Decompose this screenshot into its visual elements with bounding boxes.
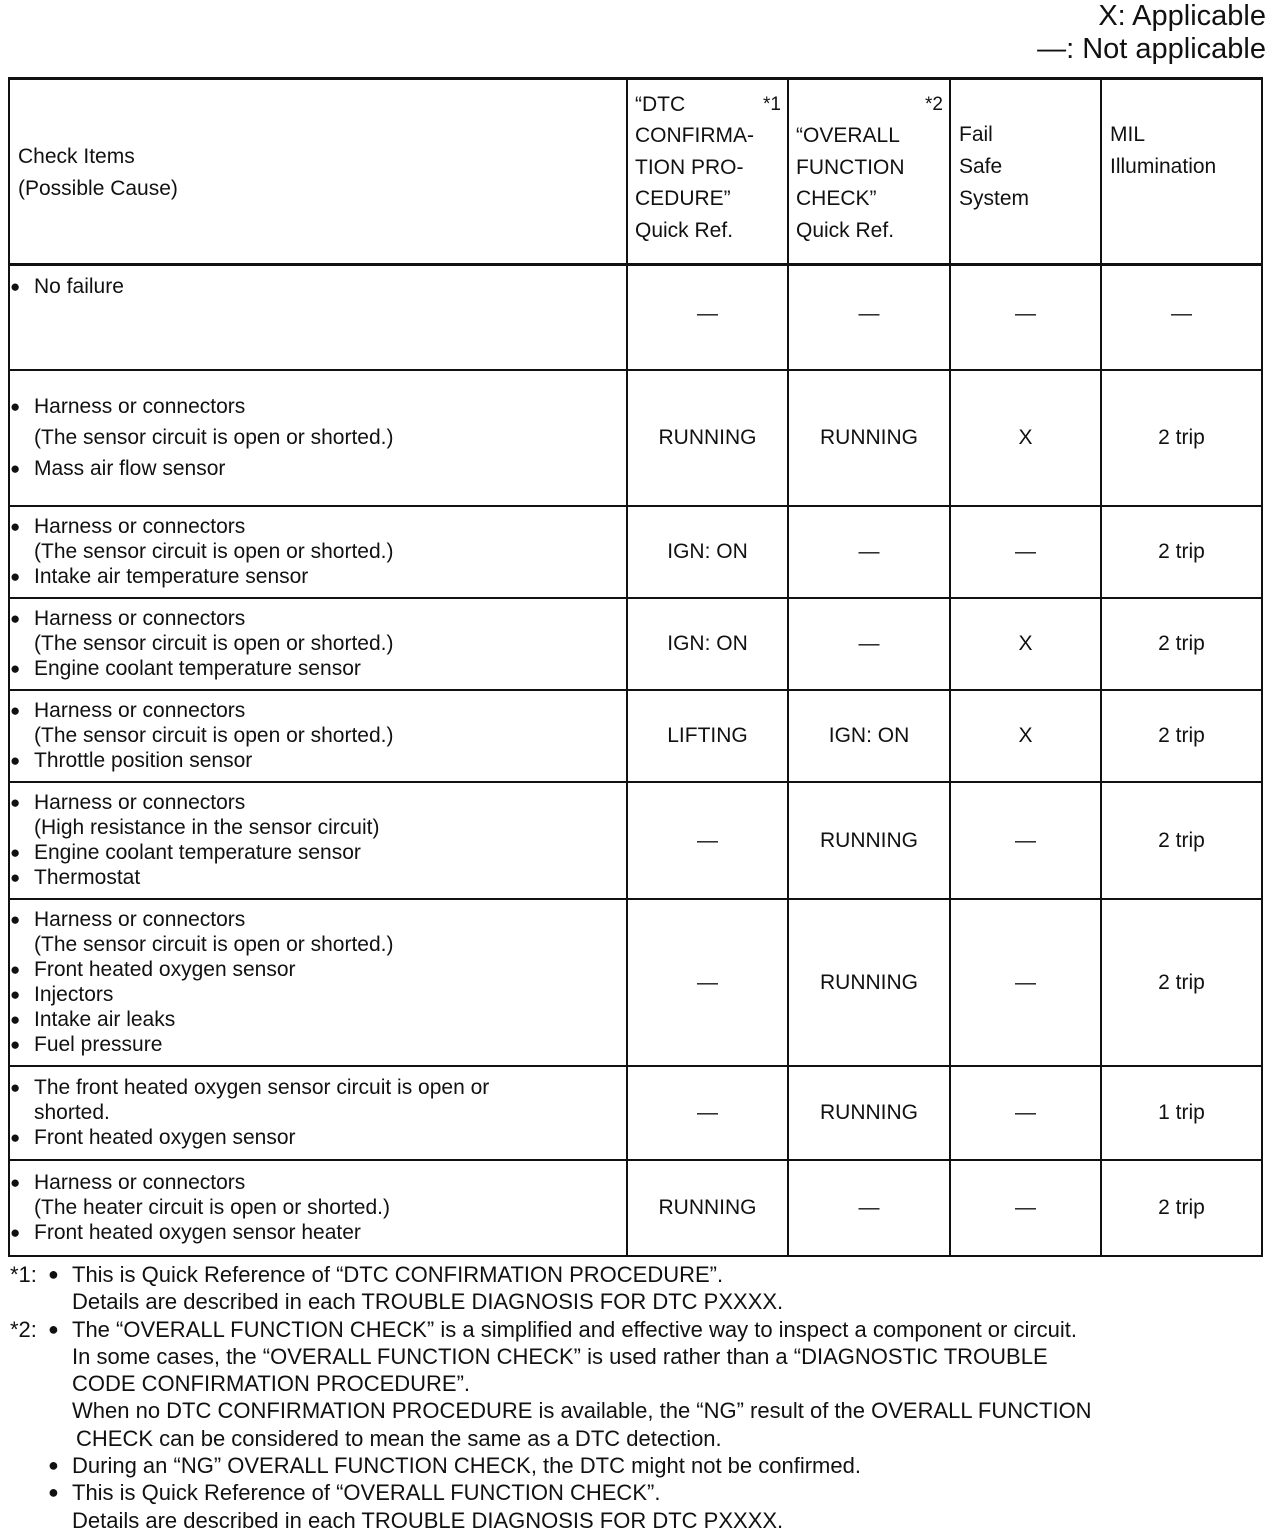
overall-function-check-cell: — <box>788 506 950 598</box>
footnote-2-line4: When no DTC CONFIRMATION PROCEDURE is available, the “NG” result of the OVERALL FUNCTION <box>72 1398 1092 1424</box>
header-dtc-footnote-mark: *1 <box>763 94 781 115</box>
table-row <box>9 782 1262 899</box>
footnote-2-details: Details are described in each TROUBLE DIAGNOSIS FOR DTC PXXXX. <box>72 1507 784 1533</box>
check-item-detail: (The sensor circuit is open or shorted.) <box>34 426 394 449</box>
check-item-detail: (High resistance in the sensor circuit) <box>34 816 380 839</box>
table-row <box>9 370 1262 506</box>
table-row <box>9 899 1262 1066</box>
header-overall-function-check <box>788 79 950 265</box>
check-item-text: Harness or connectors <box>34 791 246 814</box>
header-overall-line1: “OVERALL <box>796 124 900 147</box>
mil-illumination-cell: — <box>1101 265 1262 370</box>
bullet-icon: ● <box>10 1173 21 1192</box>
bullet-icon: ● <box>10 1010 21 1029</box>
mil-illumination-cell: 2 trip <box>1101 506 1262 598</box>
check-item-text: Front heated oxygen sensor <box>34 958 296 981</box>
overall-function-check-cell: RUNNING <box>788 370 950 506</box>
dtc-confirmation-cell: IGN: ON <box>627 506 788 598</box>
check-item-detail: (The sensor circuit is open or shorted.) <box>34 724 394 747</box>
header-failsafe-line2: Safe <box>959 155 1003 178</box>
check-item-text: Front heated oxygen sensor heater <box>34 1221 361 1244</box>
check-items-cell <box>9 1160 627 1256</box>
bullet-icon: ● <box>10 701 21 720</box>
check-item-text: Harness or connectors <box>34 699 246 722</box>
bullet-icon: ● <box>10 659 21 678</box>
footnote-2 <box>10 1316 1272 1534</box>
check-item-text: Throttle position sensor <box>34 749 253 772</box>
overall-function-check-cell: — <box>788 265 950 370</box>
footnote-2-line5: CHECK can be considered to mean the same as a DTC detection. <box>76 1425 722 1451</box>
bullet-icon: ● <box>10 609 21 628</box>
mil-illumination-cell: 2 trip <box>1101 1160 1262 1256</box>
fail-safe-cell: — <box>950 899 1101 1066</box>
check-items-cell <box>9 782 627 899</box>
check-item-detail: shorted. <box>34 1101 110 1124</box>
bullet-icon: ● <box>10 793 21 812</box>
overall-function-check-cell: RUNNING <box>788 782 950 899</box>
dtc-confirmation-cell: RUNNING <box>627 1160 788 1256</box>
header-overall-line2: FUNCTION <box>796 156 905 179</box>
bullet-icon: ● <box>10 751 21 770</box>
fail-safe-cell: X <box>950 690 1101 782</box>
table-row <box>9 1160 1262 1256</box>
header-mil-line1: MIL <box>1110 123 1146 146</box>
bullet-icon: ● <box>10 1078 21 1097</box>
dtc-confirmation-cell: LIFTING <box>627 690 788 782</box>
check-item-detail: (The sensor circuit is open or shorted.) <box>34 632 394 655</box>
header-dtc-line3: TION PRO- <box>635 156 744 179</box>
bullet-icon: ● <box>10 459 21 478</box>
header-dtc-line5: Quick Ref. <box>635 219 734 242</box>
footnote-2-text: The “OVERALL FUNCTION CHECK” is a simplified and effective way to inspect a component or circuit. <box>72 1316 1078 1342</box>
bullet-icon: ● <box>10 960 21 979</box>
header-fail-safe-system <box>950 79 1101 265</box>
bullet-icon: ● <box>10 397 21 416</box>
dtc-confirmation-cell: — <box>627 899 788 1066</box>
table-row <box>9 265 1262 370</box>
table-header-row <box>9 79 1262 265</box>
fail-safe-cell: — <box>950 782 1101 899</box>
overall-function-check-cell: IGN: ON <box>788 690 950 782</box>
table-row <box>9 506 1262 598</box>
header-overall-line3: CHECK” <box>796 187 877 210</box>
check-items-cell <box>9 265 627 370</box>
bullet-icon: ● <box>10 910 21 929</box>
check-item-text: Harness or connectors <box>34 1171 246 1194</box>
check-item-text: Engine coolant temperature sensor <box>34 841 361 864</box>
header-dtc-line4: CEDURE” <box>635 187 731 210</box>
check-items-cell <box>9 1066 627 1160</box>
legend-applicable: X: Applicable <box>1098 0 1266 32</box>
fail-safe-cell: X <box>950 598 1101 690</box>
mil-illumination-cell: 2 trip <box>1101 899 1262 1066</box>
legend <box>1037 0 1266 66</box>
check-item-text: Fuel pressure <box>34 1033 163 1056</box>
check-item-text: Thermostat <box>34 866 141 889</box>
header-overall-line4: Quick Ref. <box>796 219 895 242</box>
header-mil-illumination <box>1101 79 1262 265</box>
check-item-text: Injectors <box>34 983 114 1006</box>
footnote-2-bullet-quickref: This is Quick Reference of “OVERALL FUNCTION CHECK”. <box>72 1480 661 1506</box>
overall-function-check-cell: — <box>788 598 950 690</box>
mil-illumination-cell: 2 trip <box>1101 782 1262 899</box>
check-item-text: Intake air leaks <box>34 1008 176 1031</box>
check-item-detail: (The sensor circuit is open or shorted.) <box>34 933 394 956</box>
check-items-cell <box>9 690 627 782</box>
check-item-text: No failure <box>34 275 124 298</box>
check-item-text: The front heated oxygen sensor circuit is open or <box>34 1076 490 1099</box>
dtc-confirmation-cell: RUNNING <box>627 370 788 506</box>
bullet-icon: ● <box>10 517 21 536</box>
bullet-icon: ● <box>48 1482 59 1503</box>
header-dtc-line2: CONFIRMA- <box>635 124 754 147</box>
check-item-text: Harness or connectors <box>34 607 246 630</box>
table-row <box>9 598 1262 690</box>
bullet-icon: ● <box>10 1035 21 1054</box>
check-items-cell <box>9 598 627 690</box>
header-check-items <box>9 79 627 265</box>
bullet-icon: ● <box>10 843 21 862</box>
check-item-text: Mass air flow sensor <box>34 457 226 480</box>
table-row <box>9 1066 1262 1160</box>
bullet-icon: ● <box>10 277 21 296</box>
check-items-cell <box>9 899 627 1066</box>
check-item-text: Front heated oxygen sensor <box>34 1126 296 1149</box>
header-dtc-line1: “DTC <box>635 93 686 116</box>
dtc-confirmation-cell: — <box>627 265 788 370</box>
overall-function-check-cell: RUNNING <box>788 899 950 1066</box>
dtc-confirmation-cell: — <box>627 1066 788 1160</box>
fail-safe-cell: — <box>950 506 1101 598</box>
footnote-1-text: This is Quick Reference of “DTC CONFIRMATION PROCEDURE”. <box>72 1262 724 1287</box>
header-overall-footnote-mark: *2 <box>925 94 943 115</box>
check-item-text: Intake air temperature sensor <box>34 565 309 588</box>
mil-illumination-cell: 2 trip <box>1101 690 1262 782</box>
header-failsafe-line3: System <box>959 187 1030 210</box>
table-row <box>9 690 1262 782</box>
overall-function-check-cell: — <box>788 1160 950 1256</box>
check-item-text: Harness or connectors <box>34 395 246 418</box>
header-dtc-confirmation <box>627 79 788 265</box>
mil-illumination-cell: 2 trip <box>1101 370 1262 506</box>
footnotes <box>10 1261 1272 1534</box>
bullet-icon: ● <box>48 1264 59 1284</box>
footnote-1-mark: *1: <box>10 1262 37 1287</box>
fail-safe-cell: — <box>950 265 1101 370</box>
bullet-icon: ● <box>10 868 21 887</box>
bullet-icon: ● <box>10 985 21 1004</box>
check-items-cell <box>9 506 627 598</box>
check-item-detail: (The sensor circuit is open or shorted.) <box>34 540 394 563</box>
bullet-icon: ● <box>48 1455 59 1476</box>
fail-safe-cell: X <box>950 370 1101 506</box>
overall-function-check-cell: RUNNING <box>788 1066 950 1160</box>
footnote-2-bullet-ng: During an “NG” OVERALL FUNCTION CHECK, the DTC might not be confirmed. <box>72 1453 861 1479</box>
header-check-items-line1: Check Items <box>18 145 135 168</box>
footnote-2-line3: CODE CONFIRMATION PROCEDURE”. <box>72 1371 471 1397</box>
mil-illumination-cell: 1 trip <box>1101 1066 1262 1160</box>
footnote-2-mark: *2: <box>10 1316 37 1342</box>
check-items-cell <box>9 370 627 506</box>
check-item-text: Harness or connectors <box>34 515 246 538</box>
footnote-2-line2: In some cases, the “OVERALL FUNCTION CHECK” is used rather than a “DIAGNOSTIC TROUBLE <box>72 1343 1048 1369</box>
check-item-detail: (The heater circuit is open or shorted.) <box>34 1196 390 1219</box>
dtc-confirmation-cell: IGN: ON <box>627 598 788 690</box>
mil-illumination-cell: 2 trip <box>1101 598 1262 690</box>
dtc-check-table <box>8 77 1263 1257</box>
header-failsafe-line1: Fail <box>959 123 993 146</box>
dtc-confirmation-cell: — <box>627 782 788 899</box>
bullet-icon: ● <box>10 1128 21 1147</box>
header-mil-line2: Illumination <box>1110 155 1217 178</box>
fail-safe-cell: — <box>950 1160 1101 1256</box>
legend-not-applicable: —: Not applicable <box>1037 33 1266 65</box>
check-item-text: Engine coolant temperature sensor <box>34 657 361 680</box>
header-check-items-line2: (Possible Cause) <box>18 177 178 200</box>
fail-safe-cell: — <box>950 1066 1101 1160</box>
bullet-icon: ● <box>48 1318 59 1339</box>
footnote-1 <box>10 1261 1272 1316</box>
bullet-icon: ● <box>10 1223 21 1242</box>
check-item-text: Harness or connectors <box>34 908 246 931</box>
footnote-1-details: Details are described in each TROUBLE DIAGNOSIS FOR DTC PXXXX. <box>72 1289 784 1315</box>
bullet-icon: ● <box>10 567 21 586</box>
table-body <box>9 265 1262 1256</box>
